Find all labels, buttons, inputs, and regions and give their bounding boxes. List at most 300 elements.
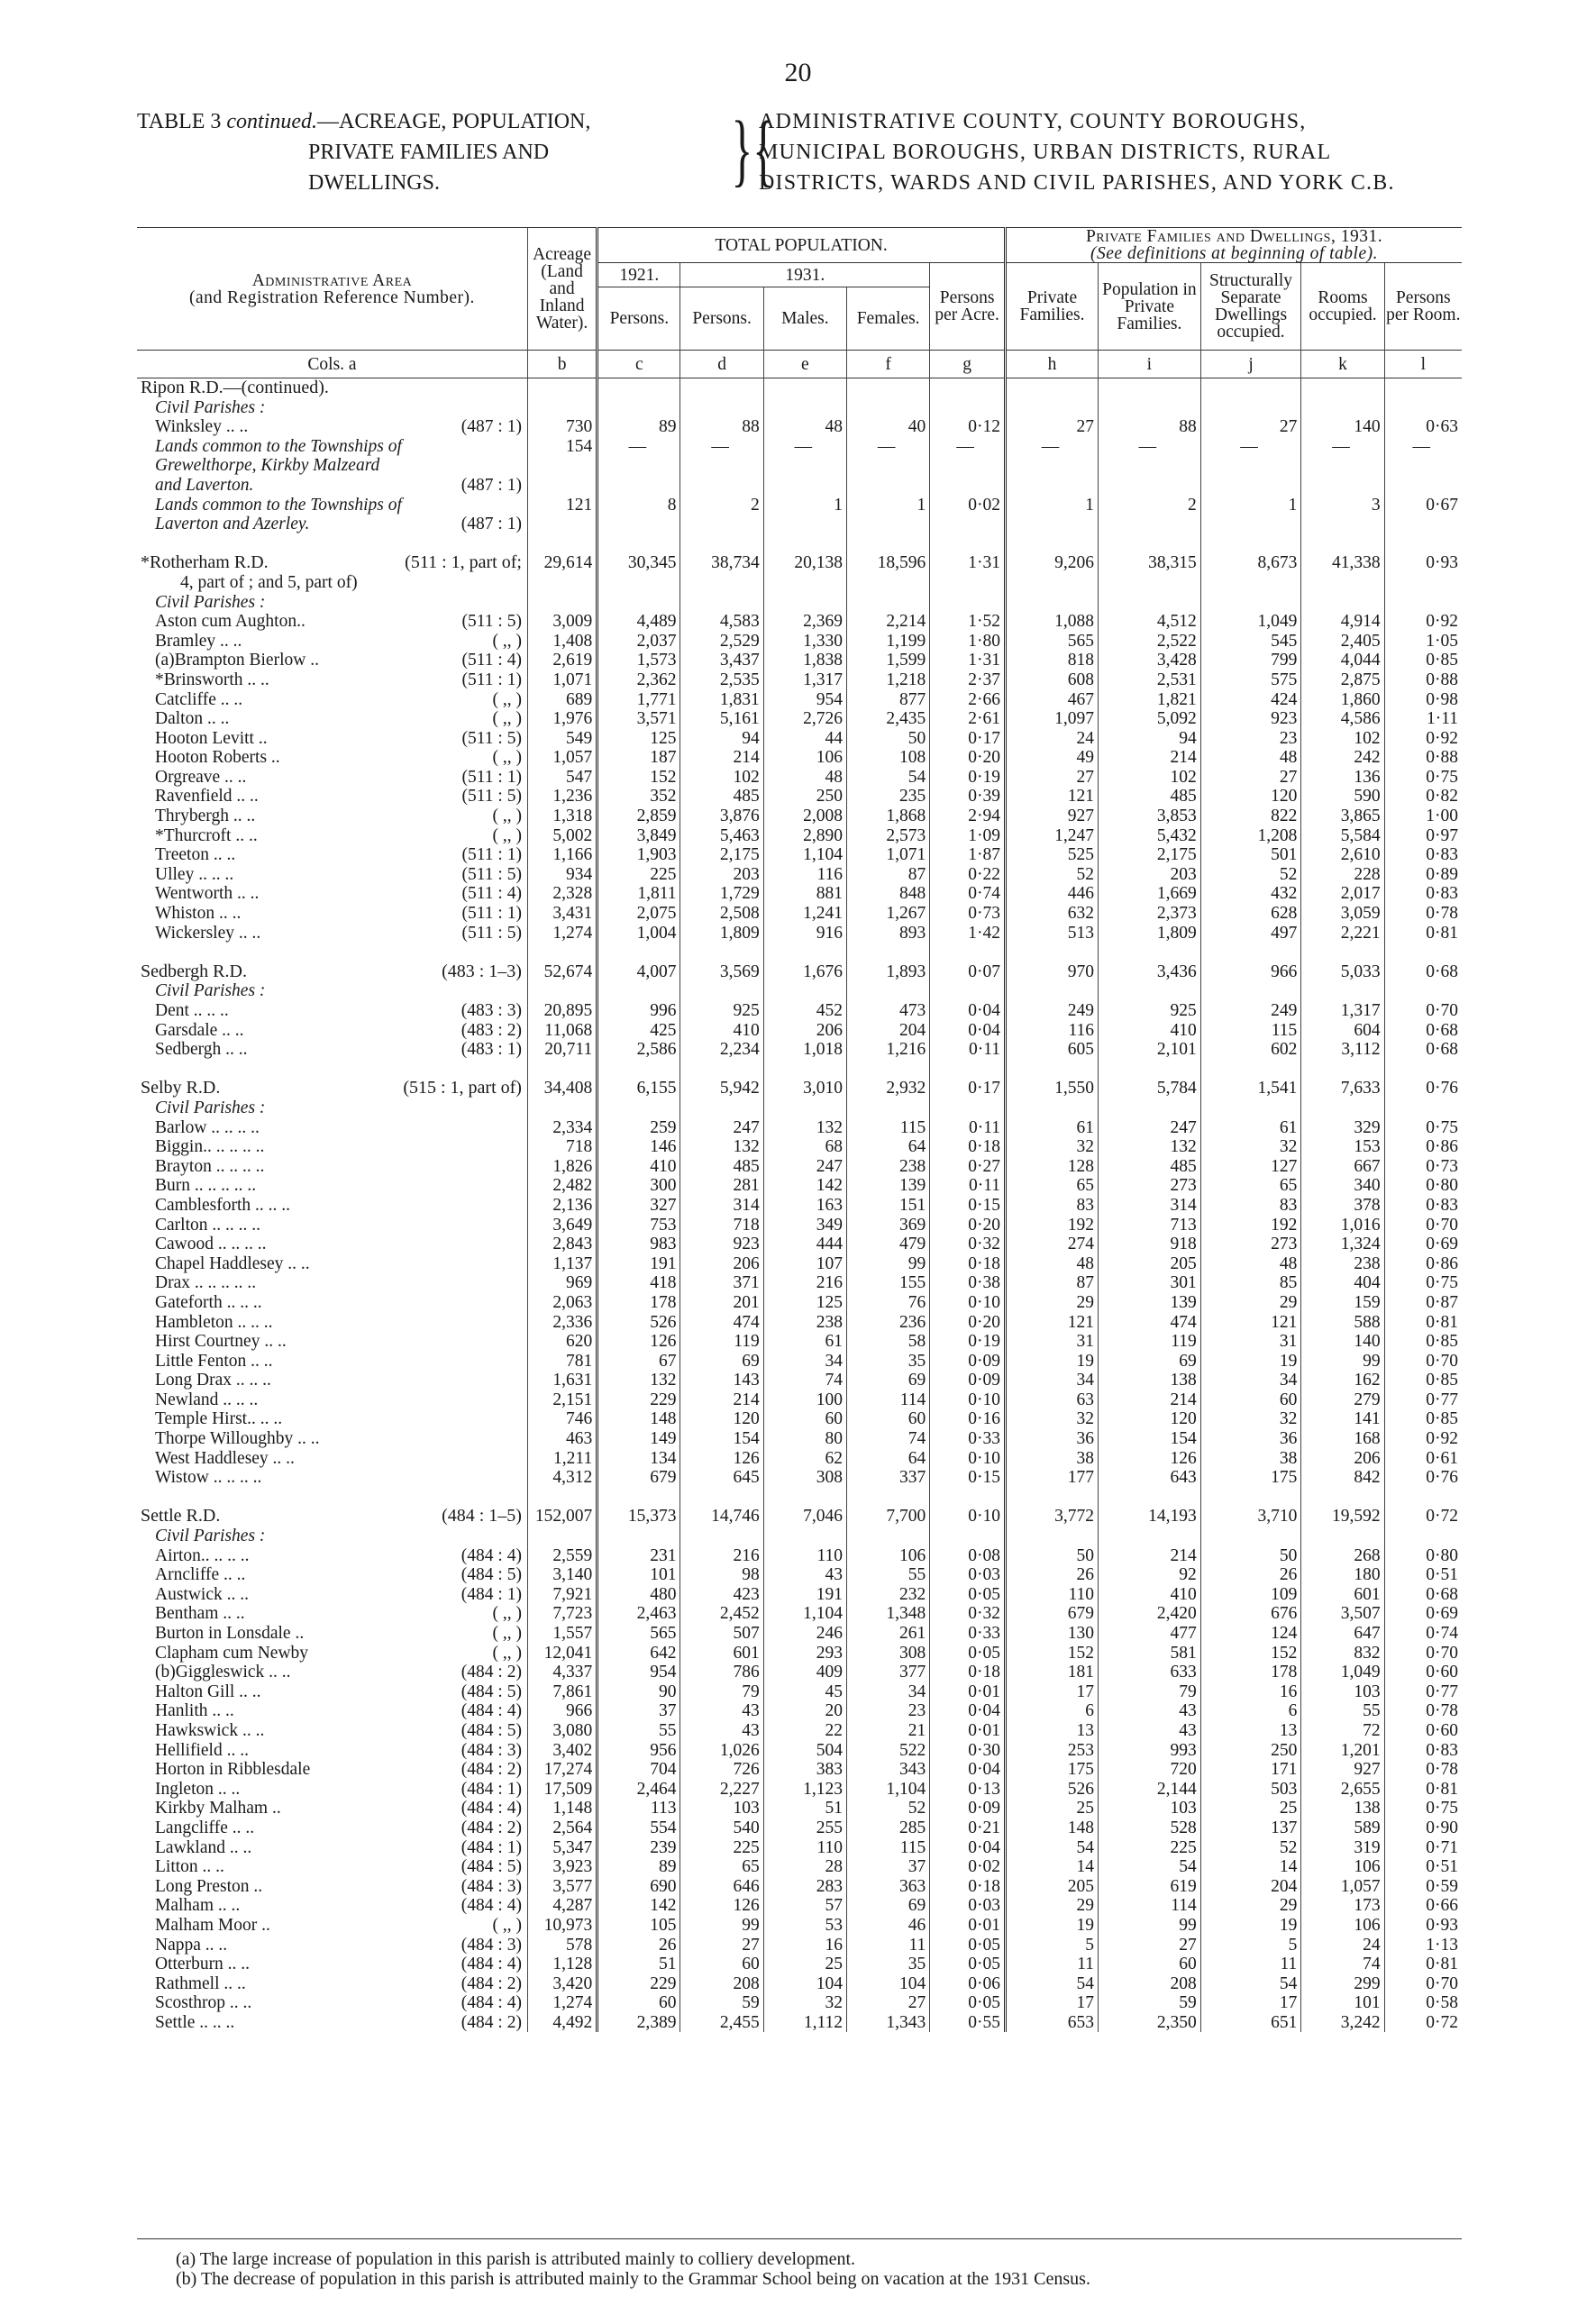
area-name-cell [137, 1040, 527, 1060]
value-cell-d: 203 [680, 865, 763, 885]
value-cell-k: 340 [1301, 1176, 1384, 1196]
value-cell-l: 0·72 [1426, 2012, 1458, 2032]
value-cell-g: 0·12 [930, 417, 1006, 437]
value-cell-i: 619 [1099, 1877, 1201, 1897]
value-cell-d: 540 [680, 1818, 763, 1838]
value-cell-c [597, 398, 680, 418]
value-cell-h: 1 [1006, 496, 1099, 515]
area-name-cell [137, 884, 527, 904]
value-cell-e: 1,330 [763, 632, 846, 652]
parish-name: Hellifield .. .. [155, 1740, 249, 1760]
value-cell-c: 89 [597, 417, 680, 437]
value-cell-j: 11 [1200, 1955, 1301, 1974]
value-cell-e: 22 [763, 1721, 846, 1741]
table-row [137, 1682, 1462, 1702]
value-cell-c: 187 [597, 748, 680, 768]
value-cell-f [847, 515, 930, 534]
value-cell-g: 0·15 [930, 1468, 1006, 1488]
value-cell-c [597, 1488, 680, 1508]
value-cell-f: 37 [847, 1857, 930, 1877]
value-cell-i: 60 [1099, 1955, 1201, 1974]
value-cell-c: — [597, 437, 680, 457]
value-cell-l: 0·75 [1426, 1799, 1458, 1818]
value-cell-g [930, 1527, 1006, 1546]
registration-ref: (515 : 1, part of) [403, 1079, 522, 1098]
table-row [137, 1332, 1462, 1352]
area-name-cell [137, 398, 527, 418]
column-letter-7: h [1006, 351, 1099, 378]
persons-per-room-header: Persons per Room. [1386, 288, 1461, 324]
value-cell-b [527, 515, 597, 534]
value-cell-g [930, 1098, 1006, 1118]
value-cell-l: 0·76 [1426, 1468, 1458, 1488]
value-cell-k: 141 [1301, 1409, 1384, 1429]
value-cell-f: 76 [847, 1293, 930, 1313]
area-name-cell [137, 651, 527, 670]
value-cell-g: 0·55 [930, 2013, 1006, 2033]
value-cell-i: 27 [1099, 1936, 1201, 1955]
registration-ref: (484 : 1–5) [442, 1507, 522, 1527]
value-cell-l: 1·11 [1426, 709, 1458, 729]
value-cell-d [680, 378, 763, 398]
value-cell-h: 65 [1006, 1176, 1099, 1196]
value-cell-j: 799 [1200, 651, 1301, 670]
table-row [137, 1624, 1462, 1644]
value-cell-d: 119 [680, 1332, 763, 1352]
value-cell-d: 94 [680, 729, 763, 749]
value-cell-j: 48 [1200, 1254, 1301, 1274]
value-cell-i: 720 [1099, 1760, 1201, 1780]
value-cell-b [527, 1488, 597, 1508]
value-cell-d: 281 [680, 1176, 763, 1196]
value-cell-h: 26 [1006, 1565, 1099, 1585]
value-cell-c [597, 1060, 680, 1080]
value-cell-j: 273 [1200, 1235, 1301, 1254]
value-cell-b: 4,492 [527, 2013, 597, 2033]
value-cell-b: 12,041 [527, 1644, 597, 1663]
value-cell-d: 5,161 [680, 709, 763, 729]
value-cell-c: 229 [597, 1974, 680, 1994]
parish-name: Halton Gill .. .. [155, 1682, 261, 1701]
section-label: Civil Parishes : [155, 1098, 266, 1117]
value-cell-l: 0·85 [1426, 1409, 1458, 1429]
value-cell-l [1384, 573, 1462, 593]
table-row [137, 1390, 1462, 1410]
value-cell-b: 34,408 [527, 1079, 597, 1098]
registration-ref: (511 : 5) [461, 728, 522, 748]
value-cell-c: 37 [597, 1701, 680, 1721]
value-cell-j: 545 [1200, 632, 1301, 652]
parish-name: Catcliffe .. .. [155, 689, 243, 709]
value-cell-j: 120 [1200, 787, 1301, 807]
value-cell-j: 85 [1200, 1273, 1301, 1293]
value-cell-g: 0·09 [930, 1352, 1006, 1372]
value-cell-g: — [930, 437, 1006, 457]
parish-name: (a)Brampton Bierlow .. [155, 651, 319, 670]
value-cell-j: 575 [1200, 670, 1301, 690]
table-row [137, 2013, 1462, 2033]
value-cell-l: 0·83 [1426, 1195, 1458, 1215]
registration-ref: (511 : 1) [461, 904, 522, 924]
area-name-cell [137, 1079, 527, 1098]
value-cell-i: 2,350 [1099, 2013, 1201, 2033]
value-cell-k: 106 [1301, 1857, 1384, 1877]
registration-ref: (484 : 4) [461, 1701, 522, 1721]
value-cell-e: 132 [763, 1118, 846, 1138]
value-cell-g: 0·05 [930, 1585, 1006, 1605]
parish-name: Airton.. .. .. .. [155, 1545, 250, 1565]
value-cell-e [763, 456, 846, 476]
value-cell-d: 726 [680, 1760, 763, 1780]
district-name: Sedbergh R.D. [141, 962, 247, 981]
value-cell-f [847, 378, 930, 398]
value-cell-i: 474 [1099, 1313, 1201, 1333]
value-cell-h [1006, 1060, 1099, 1080]
value-cell-b: 1,148 [527, 1799, 597, 1818]
value-cell-f: 473 [847, 1001, 930, 1021]
value-cell-i: 643 [1099, 1468, 1201, 1488]
area-name-cell [137, 1371, 527, 1390]
value-cell-h: 121 [1006, 1313, 1099, 1333]
value-cell-j: 31 [1200, 1332, 1301, 1352]
table-label: TABLE [137, 110, 205, 133]
value-cell-h: 526 [1006, 1780, 1099, 1800]
value-cell-j: 54 [1200, 1974, 1301, 1994]
value-cell-k: 604 [1301, 1021, 1384, 1041]
value-cell-d [680, 515, 763, 534]
value-cell-k: — [1301, 437, 1384, 457]
value-cell-f: 64 [847, 1137, 930, 1157]
value-cell-l: 0·92 [1426, 728, 1458, 748]
value-cell-b: 7,723 [527, 1604, 597, 1624]
value-cell-l: 0·87 [1426, 1292, 1458, 1312]
value-cell-k [1301, 1060, 1384, 1080]
parish-name: Horton in Ribblesdale [155, 1760, 311, 1780]
parish-name: Arncliffe .. .. [155, 1565, 246, 1585]
parish-name: Thorpe Willoughby .. .. [155, 1429, 320, 1449]
value-cell-h [1006, 476, 1099, 496]
value-cell-j: 1,208 [1200, 826, 1301, 846]
parish-name: Otterburn .. .. [155, 1955, 251, 1974]
parish-name: Nappa .. .. [155, 1935, 228, 1955]
value-cell-j: 1 [1200, 496, 1301, 515]
value-cell-c: 225 [597, 865, 680, 885]
value-cell-e [763, 1098, 846, 1118]
value-cell-l: 0·80 [1426, 1545, 1458, 1565]
value-cell-k: 5,584 [1301, 826, 1384, 846]
value-cell-e: 255 [763, 1818, 846, 1838]
value-cell-d: 214 [680, 1390, 763, 1410]
value-cell-c: 146 [597, 1137, 680, 1157]
value-cell-c: 2,859 [597, 807, 680, 826]
value-cell-b: 620 [527, 1332, 597, 1352]
parish-name: Aston cum Aughton.. [155, 612, 306, 632]
table-row [137, 1429, 1462, 1449]
value-cell-c: 126 [597, 1332, 680, 1352]
value-cell-k [1301, 943, 1384, 962]
parish-name: Austwick .. .. [155, 1584, 249, 1604]
value-cell-g: 0·10 [930, 1390, 1006, 1410]
value-cell-k: 5,033 [1301, 962, 1384, 982]
table-row [137, 593, 1462, 613]
value-cell-g: 0·05 [930, 1936, 1006, 1955]
right-title-1: ADMINISTRATIVE COUNTY, COUNTY BOROUGHS, [759, 110, 1307, 133]
value-cell-e: 1,676 [763, 962, 846, 982]
value-cell-d: 2,227 [680, 1780, 763, 1800]
value-cell-j: 8,673 [1200, 553, 1301, 573]
value-cell-h: 27 [1006, 417, 1099, 437]
value-cell-b: 2,136 [527, 1196, 597, 1216]
value-cell-g: 0·04 [930, 1021, 1006, 1041]
area-name-cell [137, 1663, 527, 1682]
value-cell-f: 35 [847, 1955, 930, 1974]
registration-ref: (487 : 1) [461, 417, 522, 437]
value-cell-f: 35 [847, 1352, 930, 1372]
value-cell-h [1006, 378, 1099, 398]
value-cell-e: 7,046 [763, 1507, 846, 1527]
value-cell-l: 0·70 [1426, 1215, 1458, 1235]
value-cell-j: 1,541 [1200, 1079, 1301, 1098]
table-row [137, 1157, 1462, 1177]
value-cell-d: 601 [680, 1644, 763, 1663]
value-cell-e: 206 [763, 1021, 846, 1041]
value-cell-d: — [680, 437, 763, 457]
parish-name: Kirkby Malham .. [155, 1799, 281, 1818]
value-cell-c: 2,463 [597, 1604, 680, 1624]
value-cell-b [527, 378, 597, 398]
registration-ref: (483 : 3) [461, 1001, 522, 1020]
value-cell-c: 565 [597, 1624, 680, 1644]
value-cell-e: 1,112 [763, 2013, 846, 2033]
value-cell-i: 485 [1099, 787, 1201, 807]
page-number: 20 [784, 58, 812, 87]
value-cell-b: 966 [527, 1701, 597, 1721]
value-cell-h: 446 [1006, 884, 1099, 904]
value-cell-c: 2,075 [597, 904, 680, 924]
value-cell-e: 2,369 [763, 612, 846, 632]
value-cell-d: 143 [680, 1371, 763, 1390]
value-cell-g: 0·21 [930, 1818, 1006, 1838]
area-name-cell [137, 1001, 527, 1021]
value-cell-i: 102 [1099, 768, 1201, 788]
table-row [137, 962, 1462, 982]
value-cell-g: 0·39 [930, 787, 1006, 807]
value-cell-c: 4,489 [597, 612, 680, 632]
value-cell-h: 608 [1006, 670, 1099, 690]
value-cell-k: 2,017 [1301, 884, 1384, 904]
value-cell-h: 36 [1006, 1429, 1099, 1449]
value-cell-l [1384, 1060, 1462, 1080]
parish-name: Winksley .. .. [155, 417, 249, 437]
value-cell-b: 2,619 [527, 651, 597, 670]
value-cell-f: 2,932 [847, 1079, 930, 1098]
value-cell-i: 120 [1099, 1409, 1201, 1429]
table-row [137, 1060, 1462, 1080]
value-cell-k [1301, 476, 1384, 496]
value-cell-e [763, 981, 846, 1001]
total-population-header: TOTAL POPULATION. [597, 228, 1006, 263]
value-cell-h: 19 [1006, 1916, 1099, 1936]
value-cell-c: 1,771 [597, 690, 680, 710]
value-cell-b: 10,973 [527, 1916, 597, 1936]
area-name-cell [137, 515, 527, 534]
value-cell-i: — [1099, 437, 1201, 457]
value-cell-f: 261 [847, 1624, 930, 1644]
value-cell-d: 2,535 [680, 670, 763, 690]
value-cell-h: 927 [1006, 807, 1099, 826]
value-cell-i: 993 [1099, 1741, 1201, 1761]
value-cell-l: 0·82 [1426, 787, 1458, 807]
value-cell-l: 0·92 [1426, 612, 1458, 632]
value-cell-h: 5 [1006, 1936, 1099, 1955]
value-cell-h [1006, 1488, 1099, 1508]
area-name-cell [137, 1273, 527, 1293]
value-cell-l: 0·69 [1426, 1235, 1458, 1254]
value-cell-g: 0·02 [930, 1857, 1006, 1877]
value-cell-h: 653 [1006, 2013, 1099, 2033]
table-row [137, 884, 1462, 904]
area-name-cell [137, 456, 527, 476]
value-cell-d: 646 [680, 1877, 763, 1897]
parish-name: Gateforth .. .. .. [155, 1292, 262, 1312]
area-name-cell [137, 1799, 527, 1818]
area-name-cell [137, 2013, 527, 2033]
value-cell-l: 0·67 [1426, 495, 1458, 515]
value-cell-b: 29,614 [527, 553, 597, 573]
value-cell-l: 0·74 [1426, 1624, 1458, 1643]
value-cell-g: 0·19 [930, 1332, 1006, 1352]
parish-name: Thrybergh .. .. [155, 807, 256, 826]
value-cell-b: 3,140 [527, 1565, 597, 1585]
value-cell-g [930, 573, 1006, 593]
value-cell-f [847, 573, 930, 593]
area-name-cell [137, 1021, 527, 1041]
value-cell-d: 1,809 [680, 924, 763, 943]
value-cell-k: 842 [1301, 1468, 1384, 1488]
value-cell-h: 130 [1006, 1624, 1099, 1644]
registration-ref: ( ,, ) [492, 631, 522, 651]
value-cell-j: 651 [1200, 2013, 1301, 2033]
value-cell-f: 115 [847, 1838, 930, 1858]
value-cell-c: 1,811 [597, 884, 680, 904]
area-name-cell [137, 1137, 527, 1157]
value-cell-l: 0·71 [1426, 1837, 1458, 1857]
value-cell-i: 1,809 [1099, 924, 1201, 943]
area-name-cell [137, 1585, 527, 1605]
registration-ref: (484 : 3) [461, 1740, 522, 1760]
value-cell-e: 142 [763, 1176, 846, 1196]
value-cell-f [847, 476, 930, 496]
table-row [137, 1449, 1462, 1469]
value-cell-c: 8 [597, 496, 680, 515]
value-cell-k: 106 [1301, 1916, 1384, 1936]
value-cell-j [1200, 398, 1301, 418]
value-cell-h: — [1006, 437, 1099, 457]
value-cell-j: 121 [1200, 1313, 1301, 1333]
table-row [137, 1001, 1462, 1021]
value-cell-c: 229 [597, 1390, 680, 1410]
value-cell-g: 0·04 [930, 1001, 1006, 1021]
area-name-cell [137, 1293, 527, 1313]
value-cell-e: 1,123 [763, 1780, 846, 1800]
value-cell-l: 0·75 [1426, 767, 1458, 787]
value-cell-b: 4,287 [527, 1896, 597, 1916]
value-cell-e: 80 [763, 1429, 846, 1449]
value-cell-g: 0·18 [930, 1877, 1006, 1897]
registration-ref: (484 : 1) [461, 1837, 522, 1857]
value-cell-d: 38,734 [680, 553, 763, 573]
value-cell-e: 1,104 [763, 1604, 846, 1624]
value-cell-k: 3,507 [1301, 1604, 1384, 1624]
registration-ref: (484 : 4) [461, 1955, 522, 1974]
value-cell-b: 3,420 [527, 1974, 597, 1994]
table-row [137, 515, 1462, 534]
table-row [137, 709, 1462, 729]
value-cell-l: 0·77 [1426, 1390, 1458, 1409]
value-cell-h: 48 [1006, 1254, 1099, 1274]
value-cell-e: 20 [763, 1701, 846, 1721]
value-cell-l: 0·78 [1426, 904, 1458, 924]
value-cell-b: 3,080 [527, 1721, 597, 1741]
value-cell-f: 893 [847, 924, 930, 943]
value-cell-j: 32 [1200, 1137, 1301, 1157]
area-name-cell [137, 1429, 527, 1449]
registration-ref: ( ,, ) [492, 807, 522, 826]
population-table [137, 227, 1462, 2032]
value-cell-b: 17,509 [527, 1780, 597, 1800]
value-cell-d [680, 573, 763, 593]
value-cell-i: 301 [1099, 1273, 1201, 1293]
value-cell-j: 171 [1200, 1760, 1301, 1780]
value-cell-d: 27 [680, 1936, 763, 1955]
registration-ref: (484 : 2) [461, 1663, 522, 1682]
value-cell-e: 104 [763, 1974, 846, 1994]
value-cell-i: 2,531 [1099, 670, 1201, 690]
value-cell-i: 43 [1099, 1721, 1201, 1741]
table-row [137, 768, 1462, 788]
value-cell-d: 99 [680, 1916, 763, 1936]
value-cell-c: 55 [597, 1721, 680, 1741]
value-cell-d: 1,831 [680, 690, 763, 710]
column-letter-3: d [680, 351, 763, 378]
value-cell-l: 0·90 [1426, 1818, 1458, 1837]
value-cell-g: 0·06 [930, 1974, 1006, 1994]
value-cell-e: 191 [763, 1585, 846, 1605]
area-name-cell [137, 1546, 527, 1566]
table-row [137, 1293, 1462, 1313]
district-name: Ripon R.D.—(continued). [141, 378, 329, 397]
value-cell-g: 1·09 [930, 826, 1006, 846]
value-cell-k: 1,324 [1301, 1235, 1384, 1254]
value-cell-e [763, 573, 846, 593]
value-cell-h [1006, 1098, 1099, 1118]
value-cell-i: 2,101 [1099, 1040, 1201, 1060]
value-cell-g: 1·52 [930, 612, 1006, 632]
value-cell-l: 1·13 [1426, 1935, 1458, 1955]
value-cell-c: 67 [597, 1352, 680, 1372]
value-cell-k: 647 [1301, 1624, 1384, 1644]
value-cell-l: 0·97 [1426, 825, 1458, 845]
parish-name: Brayton .. .. .. .. [155, 1156, 265, 1176]
value-cell-h: 87 [1006, 1273, 1099, 1293]
value-cell-i [1099, 593, 1201, 613]
value-cell-l: 0·70 [1426, 1001, 1458, 1020]
value-cell-b: 1,071 [527, 670, 597, 690]
value-cell-g [930, 515, 1006, 534]
value-cell-e: 954 [763, 690, 846, 710]
area-name-cell [137, 1332, 527, 1352]
year-1921-header: 1921. [597, 263, 680, 287]
